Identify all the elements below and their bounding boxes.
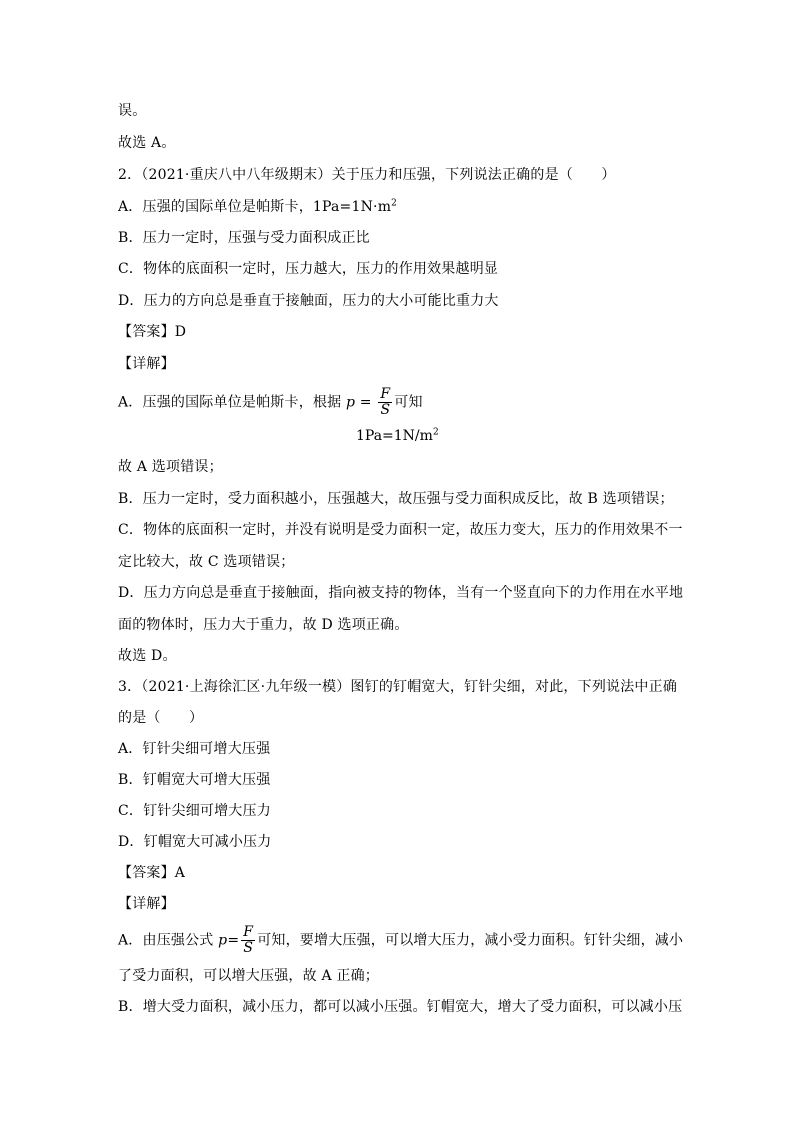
question-3-explanation-a <box>118 924 684 956</box>
question-2-option-d: D．压力的方向总是垂直于接触面，压力的大小可能比重力大 <box>118 293 499 309</box>
text-line: 故选 A。 <box>118 135 176 151</box>
question-3-detail-heading: 【详解】 <box>118 896 175 912</box>
formula-fraction <box>378 387 392 418</box>
question-2-option-c: C．物体的底面积一定时，压力越大，压力的作用效果越明显 <box>118 261 499 277</box>
formula-equals: = <box>227 932 240 949</box>
question-2-option-a <box>118 197 397 217</box>
centered-formula <box>356 426 439 446</box>
question-3-stem: 3．（2021·上海徐汇区·九年级一模）图钉的钉帽宽大，钉针尖细，对此，下列说法中正确 <box>118 679 678 695</box>
text-line: B．增大受力面积，减小压力，都可以减小压强。钉帽宽大，增大了受力面积，可以减小压 <box>118 999 683 1015</box>
text-line: 故选 D。 <box>118 648 177 664</box>
fraction-denominator: S <box>243 940 254 956</box>
question-3-answer: 【答案】A <box>118 865 186 881</box>
option-text: A．压强的国际单位是帕斯卡，1Pa=1N·m <box>118 199 392 215</box>
explanation-text: A．压强的国际单位是帕斯卡，根据 <box>118 394 346 411</box>
question-2-option-b: B．压力一定时，压强与受力面积成正比 <box>118 230 370 246</box>
formula-variable-p: p <box>218 932 228 949</box>
fraction-numerator: F <box>380 386 391 402</box>
question-2-detail-heading: 【详解】 <box>118 356 175 372</box>
text-line: C．物体的底面积一定时，并没有说明是受力面积一定，故压力变大，压力的作用效果不一 <box>118 522 683 538</box>
question-3-option-b: B．钉帽宽大可增大压强 <box>118 772 271 788</box>
question-3-option-d: D．钉帽宽大可减小压力 <box>118 834 272 850</box>
text-line: B．压力一定时，受力面积越小，压强越大，故压强与受力面积成反比，故 B 选项错误； <box>118 491 674 507</box>
superscript: 2 <box>391 198 398 209</box>
formula-variable-p: p <box>345 394 356 411</box>
explanation-text: A．由压强公式 <box>118 932 219 949</box>
text-line: 了受力面积，可以增大压强，故 A 正确； <box>118 968 380 984</box>
question-3-option-c: C．钉针尖细可增大压力 <box>118 803 271 819</box>
text-line: 故 A 选项错误； <box>118 459 223 475</box>
text-line: 误。 <box>118 103 147 119</box>
fraction-denominator: S <box>380 402 391 418</box>
text-line: 面的物体时，压力大于重力，故 D 选项正确。 <box>118 617 409 633</box>
fraction-numerator: F <box>243 924 254 940</box>
text-line: 定比较大，故 C 选项错误； <box>118 554 295 570</box>
question-2-stem: 2．（2021·重庆八中八年级期末）关于压力和压强，下列说法正确的是（ ） <box>118 167 616 183</box>
explanation-text: 可知 <box>394 394 423 411</box>
formula-equals: = <box>355 394 377 411</box>
question-3-option-a: A．钉针尖细可增大压强 <box>118 741 271 757</box>
question-2-explanation-a <box>118 386 423 418</box>
question-2-answer: 【答案】D <box>118 324 187 340</box>
formula-fraction <box>241 925 255 956</box>
explanation-text: 可知，要增大压强，可以增大压力，减小受力面积。钉针尖细，减小 <box>257 932 684 949</box>
question-3-stem-continued: 的是（ ） <box>118 710 204 726</box>
text-line: D．压力方向总是垂直于接触面，指向被支持的物体，当有一个竖直向下的力作用在水平地 <box>118 585 684 601</box>
formula-text: 1Pa=1N/m <box>356 428 433 444</box>
superscript: 2 <box>432 427 439 438</box>
